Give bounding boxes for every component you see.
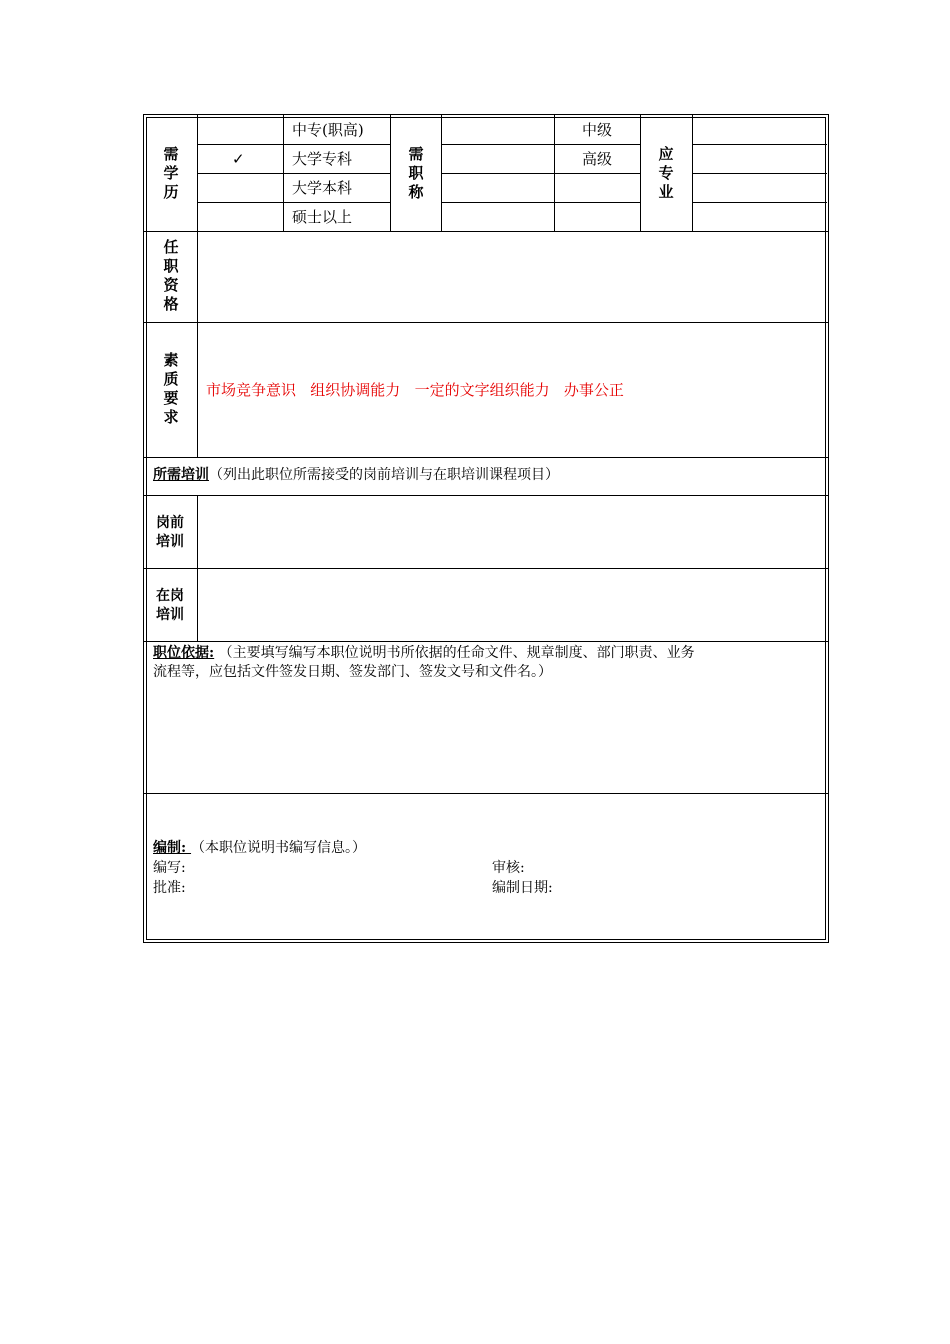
pre-training-label: 岗前 培训	[156, 515, 184, 550]
compile-heading-row	[153, 840, 366, 857]
title-label: 需 职 称	[408, 145, 424, 201]
job-description-table	[143, 114, 829, 943]
title-level-1: 高级	[582, 150, 613, 168]
education-option-0: 中专(职高)	[292, 121, 364, 139]
basis-note-2: 流程等，应包括文件签发日期、签发部门、签发文号和文件名。）	[153, 664, 552, 680]
education-option-1: 大学专科	[292, 150, 353, 168]
training-row	[153, 467, 559, 484]
table-inner-border	[146, 117, 826, 940]
education-label: 需 学 历	[163, 145, 179, 201]
education-option-3: 硕士以上	[292, 208, 353, 226]
major-label: 应 专 业	[658, 145, 674, 201]
compile-note: （本职位说明书编写信息。）	[191, 840, 367, 856]
education-option-2: 大学本科	[292, 179, 353, 197]
compile-writer: 编写:	[153, 860, 186, 876]
compile-date: 编制日期:	[492, 880, 553, 896]
competency-label: 素 质 要 求	[163, 351, 179, 426]
education-check-1[interactable]: ✓	[232, 150, 245, 168]
basis-line-1	[153, 645, 695, 662]
basis-note-1: （主要填写编写本职位说明书所依据的任命文件、规章制度、部门职责、业务	[214, 645, 695, 661]
compile-approver: 批准:	[153, 880, 186, 896]
title-level-0: 中级	[582, 121, 613, 139]
basis-heading: 职位依据:	[153, 645, 215, 661]
training-heading: 所需培训	[153, 467, 209, 483]
onjob-training-label: 在岗 培训	[156, 588, 184, 623]
compile-heading: 编制:	[153, 840, 192, 856]
competency-content: 市场竞争意识 组织协调能力 一定的文字组织能力 办事公正	[206, 381, 624, 399]
compile-reviewer: 审核:	[492, 860, 525, 876]
qualification-label: 任 职 资 格	[163, 238, 179, 313]
training-note: （列出此职位所需接受的岗前培训与在职培训课程项目）	[209, 467, 559, 483]
